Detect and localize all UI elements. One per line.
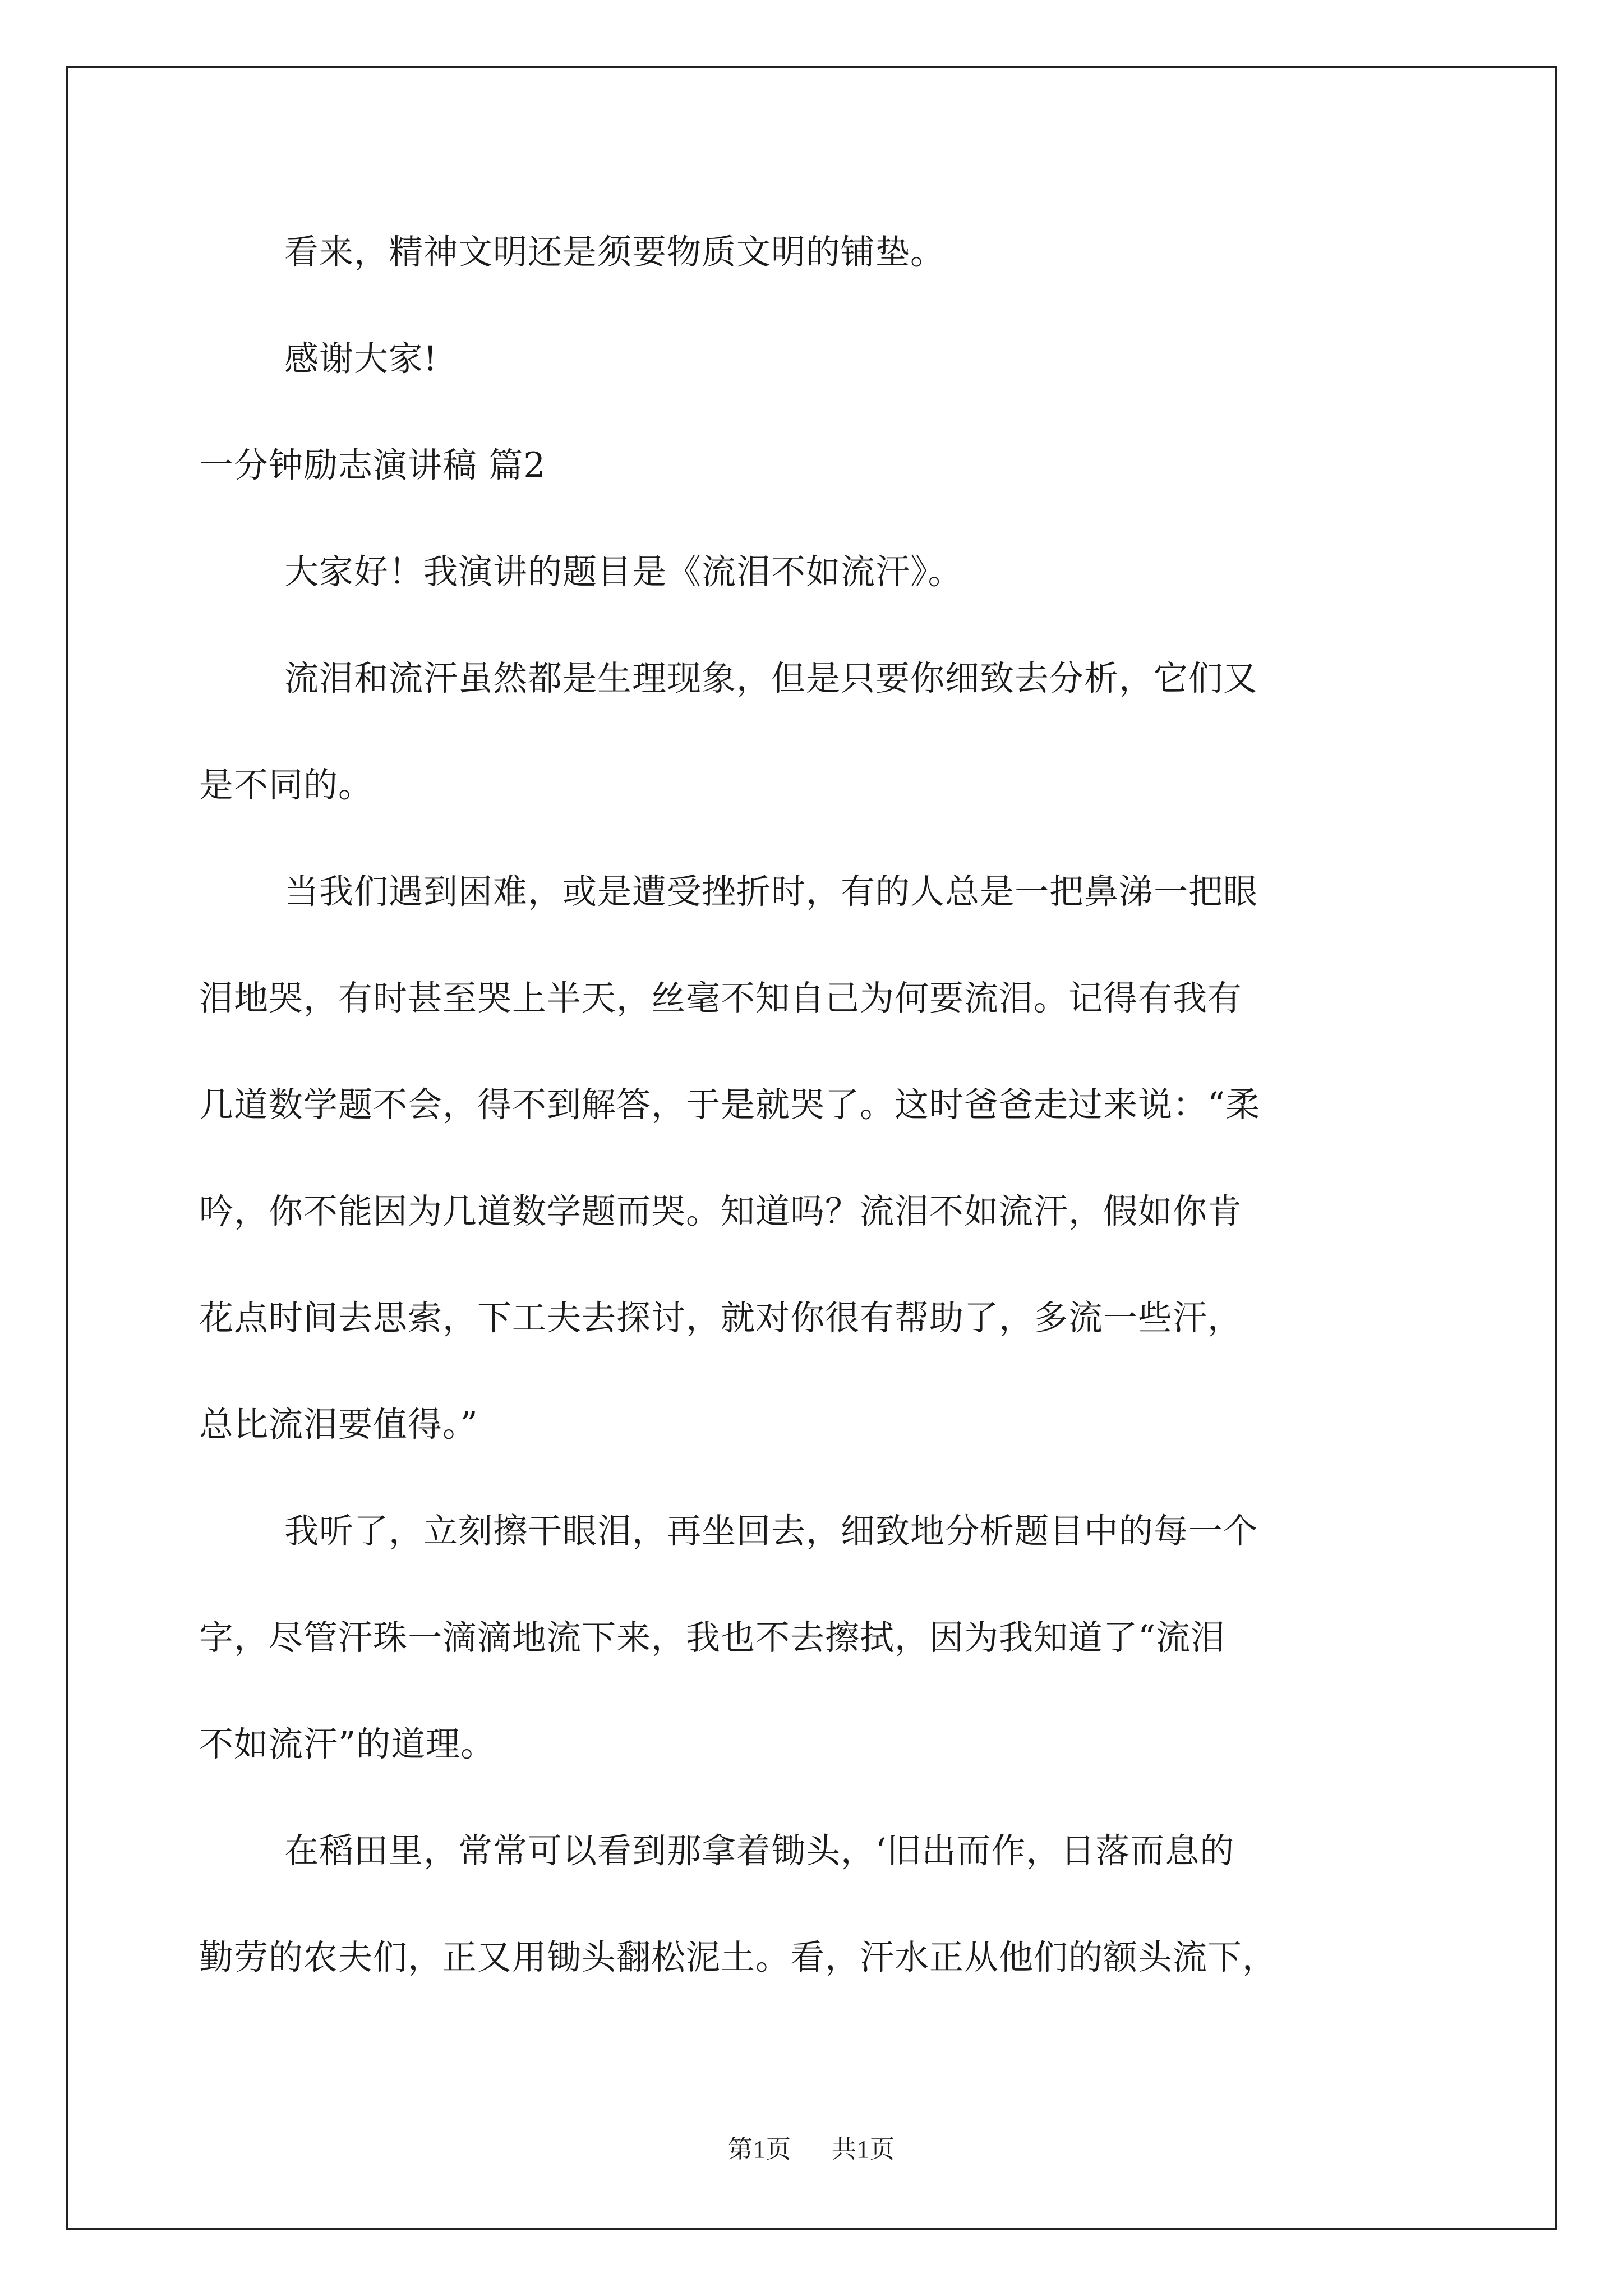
paragraph	[199, 625, 1258, 839]
text-line: 总比流泪要值得。”	[199, 1405, 478, 1444]
page-total: 共1页	[832, 2136, 895, 2163]
text-line: 勤劳的农夫们，正又用锄头翻松泥土。看，汗水正从他们的额头流下，	[199, 1938, 1278, 1977]
paragraph	[199, 306, 438, 412]
paragraph	[199, 1798, 1277, 2011]
page-number: 第1页	[728, 2136, 791, 2163]
heading-text: 一分钟励志演讲稿 篇2	[199, 445, 546, 485]
text-line: 吟，你不能因为几道数学题而哭。知道吗？流泪不如流汗，假如你肯	[199, 1191, 1243, 1231]
text-line: 泪地哭，有时甚至哭上半天，丝毫不知自己为何要流泪。记得有我有	[199, 978, 1243, 1018]
text-line: 字，尽管汗珠一滴滴地流下来，我也不去擦拭，因为我知道了“流泪	[199, 1618, 1226, 1658]
paragraph	[199, 519, 963, 625]
text-line: 当我们遇到困难，或是遭受挫折时，有的人总是一把鼻涕一把眼	[284, 872, 1258, 912]
page-footer	[0, 2129, 1623, 2165]
text-line: 我听了，立刻擦干眼泪，再坐回去，细致地分析题目中的每一个	[284, 1511, 1258, 1551]
text-line: 感谢大家!	[284, 339, 438, 379]
text-line: 花点时间去思索，下工夫去探讨，就对你很有帮助了，多流一些汗，	[199, 1298, 1243, 1338]
text-line: 在稻田里，常常可以看到那拿着锄头，‘旧出而作，日落而息的	[284, 1831, 1235, 1871]
paragraph	[199, 1478, 1258, 1798]
text-line: 流泪和流汗虽然都是生理现象，但是只要你细致去分析，它们又	[284, 659, 1258, 698]
text-line: 看来，精神文明还是须要物质文明的铺垫。	[284, 232, 946, 272]
section-heading	[199, 412, 546, 519]
text-line: 大家好！我演讲的题目是《流泪不如流汗》。	[284, 552, 963, 592]
paragraph	[199, 199, 945, 306]
text-line: 几道数学题不会，得不到解答，于是就哭了。这时爸爸走过来说：“柔	[199, 1085, 1261, 1125]
paragraph	[199, 839, 1260, 1478]
text-line: 是不同的。	[199, 765, 374, 805]
text-line: 不如流汗”的道理。	[199, 1724, 496, 1764]
